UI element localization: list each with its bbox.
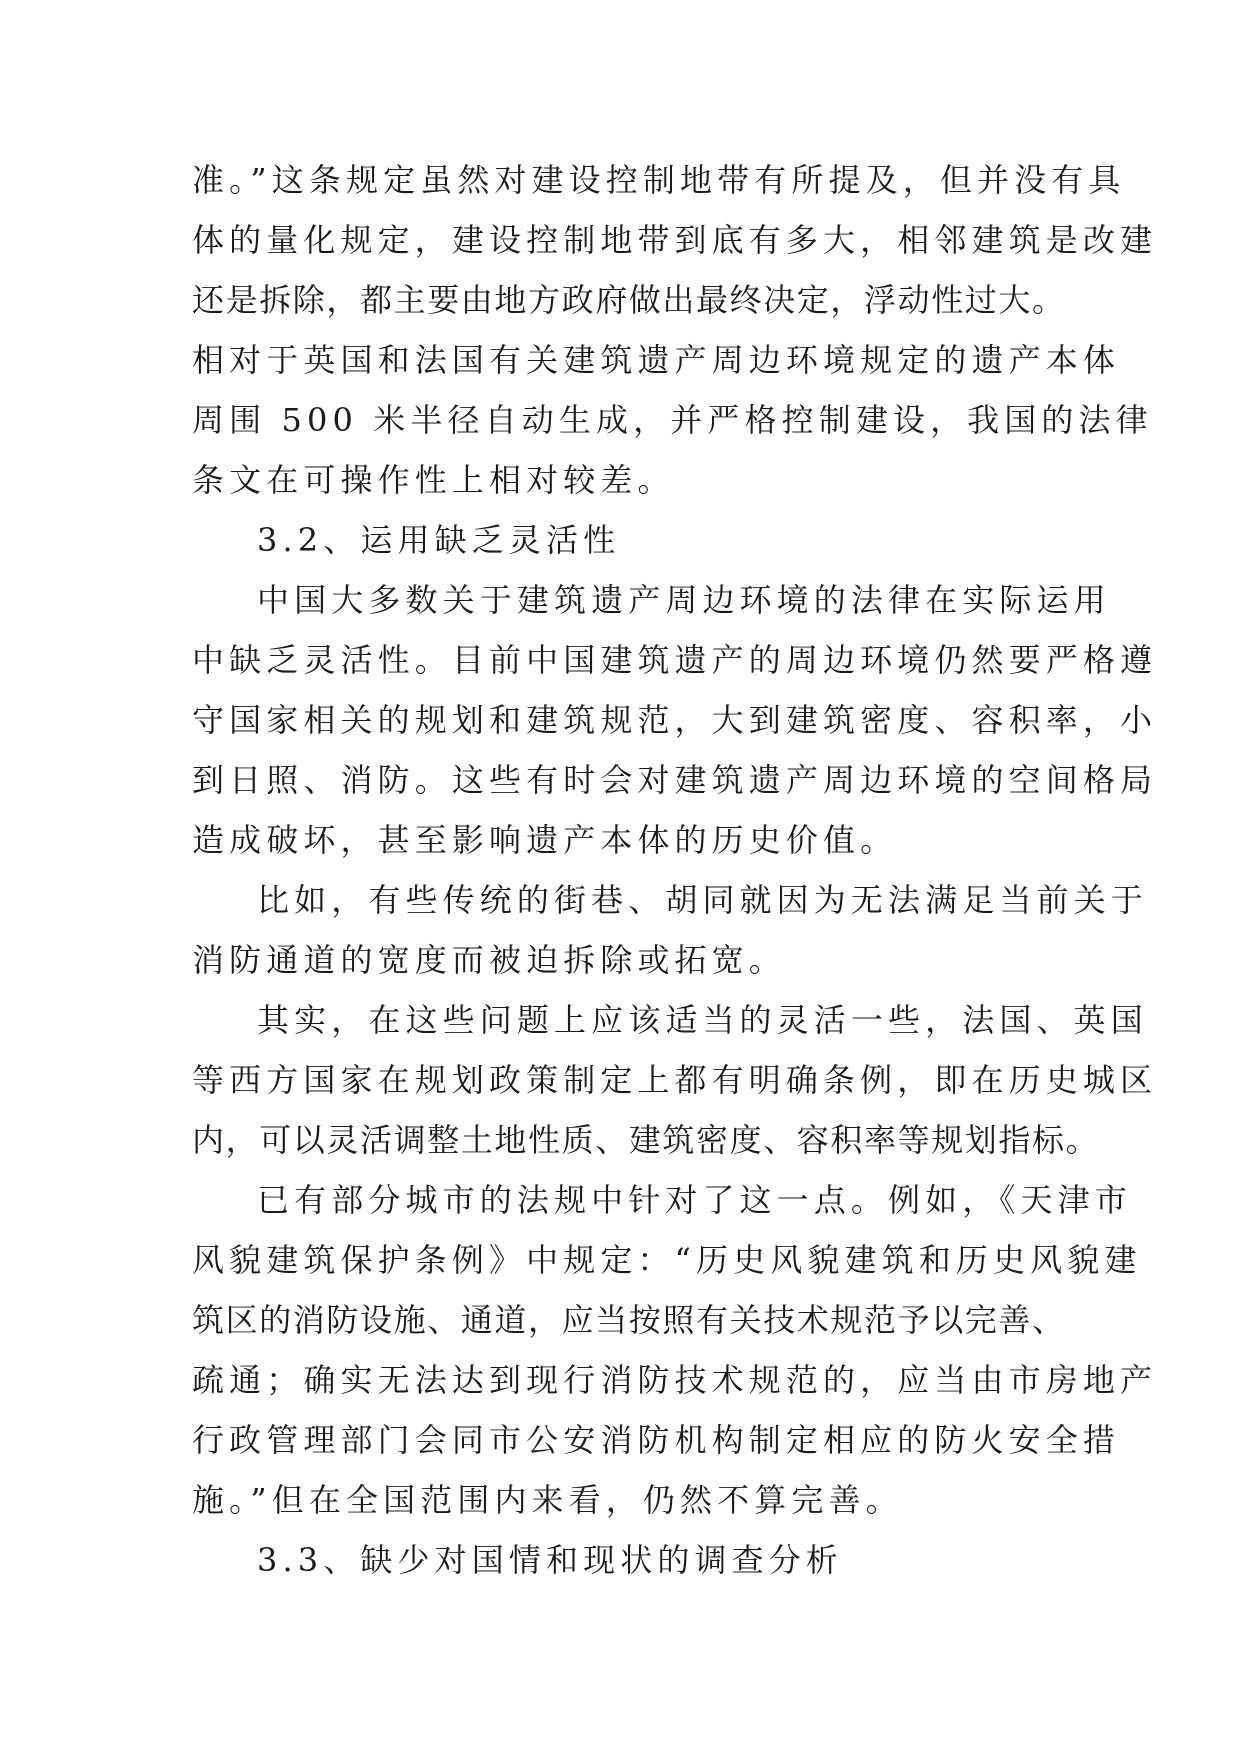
text-line: 体的量化规定，建设控制地带到底有多大，相邻建筑是改建 xyxy=(192,221,1158,259)
text-line: 行政管理部门会同市公安消防机构制定相应的防火安全措 xyxy=(192,1421,1121,1459)
text-line: 中国大多数关于建筑遗产周边环境的法律在实际运用 xyxy=(257,581,1111,619)
text-line: 中缺乏灵活性。目前中国建筑遗产的周边环境仍然要严格遵 xyxy=(192,641,1158,679)
section-heading: 3.3、缺少对国情和现状的调查分析 xyxy=(257,1541,843,1579)
text-line: 施。”但在全国范围内来看，仍然不算完善。 xyxy=(192,1481,903,1519)
text-line: 已有部分城市的法规中针对了这一点。例如，《天津市 xyxy=(257,1181,1132,1219)
text-line: 条文在可操作性上相对较差。 xyxy=(192,461,675,499)
text-line: 疏通；确实无法达到现行消防技术规范的，应当由市房地产 xyxy=(192,1361,1158,1399)
text-line: 等西方国家在规划政策制定上都有明确条例，即在历史城区 xyxy=(192,1061,1158,1099)
text-line: 风貌建筑保护条例》中规定：“历史风貌建筑和历史风貌建 xyxy=(192,1241,1142,1279)
paragraph-p4 xyxy=(192,990,1158,1170)
text-line: 守国家相关的规划和建筑规范，大到建筑密度、容积率，小 xyxy=(192,701,1158,739)
paragraph-p1 xyxy=(192,150,1158,510)
section-heading: 3.2、运用缺乏灵活性 xyxy=(257,521,621,559)
text-line: 筑区的消防设施、通道，应当按照有关技术规范予以完善、 xyxy=(192,1301,1066,1339)
text-line: 其实，在这些问题上应该适当的灵活一些，法国、英国 xyxy=(257,1001,1148,1039)
text-line: 比如，有些传统的街巷、胡同就因为无法满足当前关于 xyxy=(257,881,1148,919)
text-line: 消防通道的宽度而被迫拆除或拓宽。 xyxy=(192,941,786,979)
text-line: 周围 500 米半径自动生成，并严格控制建设，我国的法律 xyxy=(192,401,1153,439)
paragraph-p2 xyxy=(192,570,1158,870)
text-line: 到日照、消防。这些有时会对建筑遗产周边环境的空间格局 xyxy=(192,761,1158,799)
document-body xyxy=(192,150,1158,1590)
section-heading-3-3 xyxy=(192,1530,1072,1590)
text-line: 内，可以灵活调整土地性质、建筑密度、容积率等规划指标。 xyxy=(192,1121,1100,1159)
paragraph-p5 xyxy=(192,1170,1158,1530)
text-line: 造成破坏，甚至影响遗产本体的历史价值。 xyxy=(192,821,898,859)
text-line: 准。”这条规定虽然对建设控制地带有所提及，但并没有具 xyxy=(192,161,1126,199)
text-line: 还是拆除，都主要由地方政府做出最终决定，浮动性过大。 xyxy=(192,281,1066,319)
paragraph-p3 xyxy=(192,870,1148,990)
section-heading-3-2 xyxy=(192,510,1072,570)
text-line: 相对于英国和法国有关建筑遗产周边环境规定的遗产本体 xyxy=(192,341,1121,379)
